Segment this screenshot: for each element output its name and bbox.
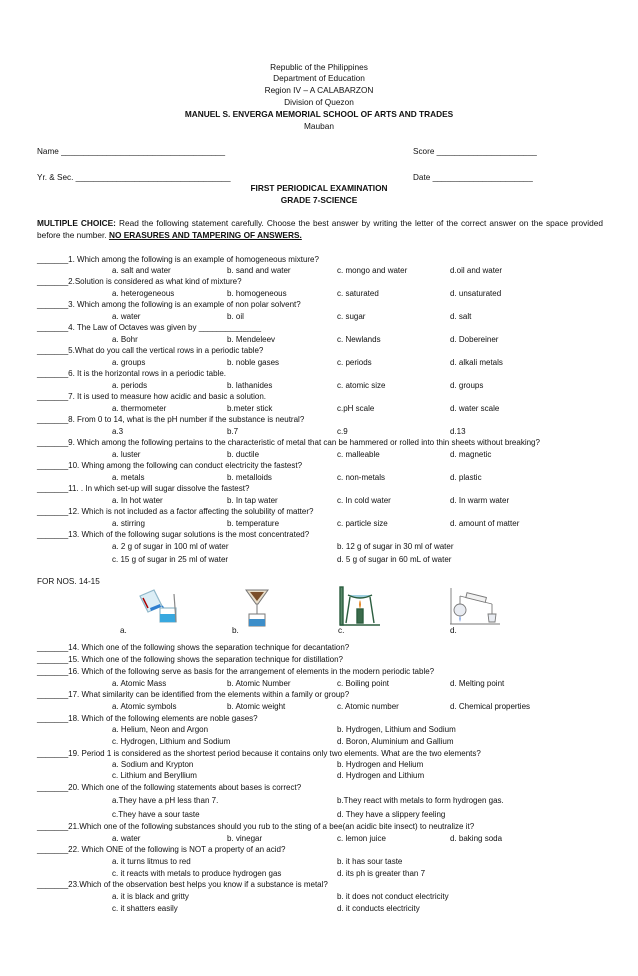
question-18-option-b: b. Hydrogen, Lithium and Sodium	[337, 725, 456, 734]
question-5[interactable]: _______5.What do you call the vertical rows in a periodic table?	[37, 346, 264, 355]
header-division: Division of Quezon	[284, 97, 354, 107]
figure-d-distillation	[448, 584, 504, 626]
question-10-option-b: b. metalloids	[227, 473, 272, 482]
question-9-option-c: c. malleable	[337, 450, 380, 459]
question-21[interactable]: _______21.Which one of the following substances should you rub to the sting of a bee(an acidic bite insect) to neutralize it?	[37, 822, 475, 831]
question-6-option-c: c. atomic size	[337, 381, 386, 390]
question-15[interactable]: _______15. Which one of the following shows the separation technique for distillation?	[37, 655, 343, 664]
question-1-option-d: d.oil and water	[450, 266, 503, 275]
question-13-option-a: a. 2 g of sugar in 100 ml of water	[112, 542, 229, 551]
question-12-option-b: b. temperature	[227, 519, 280, 528]
question-23-option-c: c. it shatters easily	[112, 904, 178, 913]
question-8-option-b: b.7	[227, 427, 239, 436]
question-9[interactable]: _______9. Which among the following pertains to the characteristic of metal that can be hammered or rolled into thin sheets without breaking?	[37, 438, 540, 447]
question-1-option-a: a. salt and water	[112, 266, 171, 275]
question-4-option-c: c. Newlands	[337, 335, 381, 344]
question-21-option-c: c. lemon juice	[337, 834, 386, 843]
question-12-option-a: a. stirring	[112, 519, 145, 528]
question-7[interactable]: _______7. It is used to measure how acidic and basic a solution.	[37, 392, 267, 401]
question-8-option-c: c.9	[337, 427, 348, 436]
figure-a-decantation	[136, 586, 186, 624]
question-19-option-a: a. Sodium and Krypton	[112, 760, 194, 769]
question-21-option-a: a. water	[112, 834, 141, 843]
question-1-option-b: b. sand and water	[227, 266, 291, 275]
question-11-option-c: c. In cold water	[337, 496, 391, 505]
figure-label-c: c.	[338, 626, 345, 635]
question-7-option-b: b.meter stick	[227, 404, 273, 413]
question-13[interactable]: _______13. Which of the following sugar solutions is the most concentrated?	[37, 530, 310, 539]
question-2[interactable]: _______2.Solution is considered as what kind of mixture?	[37, 277, 242, 286]
question-14[interactable]: _______14. Which one of the following shows the separation technique for decantation?	[37, 643, 350, 652]
question-3-option-a: a. water	[112, 312, 141, 321]
instructions	[37, 218, 603, 241]
header-town: Mauban	[304, 121, 334, 131]
question-5-option-d: d. alkali metals	[450, 358, 503, 367]
question-10-option-d: d. plastic	[450, 473, 482, 482]
question-12-option-c: c. particle size	[337, 519, 388, 528]
year-section-field[interactable]: Yr. & Sec. __________________________________	[37, 173, 231, 182]
question-17-option-b: b. Atomic weight	[227, 702, 286, 711]
figure-b-filtration	[244, 588, 270, 628]
question-20-option-a: a.They have a pH less than 7.	[112, 796, 219, 805]
figure-c-evaporation	[338, 585, 382, 627]
question-3[interactable]: _______3. Which among the following is an example of non polar solvent?	[37, 300, 301, 309]
figure-label-d: d.	[450, 626, 457, 635]
question-9-option-a: a. luster	[112, 450, 141, 459]
question-7-option-d: d. water scale	[450, 404, 500, 413]
question-12[interactable]: _______12. Which is not included as a factor affecting the solubility of matter?	[37, 507, 314, 516]
header-school: MANUEL S. ENVERGA MEMORIAL SCHOOL OF ARTS AND TRADES	[184, 109, 454, 119]
question-5-option-c: c. periods	[337, 358, 372, 367]
question-20-option-b: b.They react with metals to form hydrogen gas.	[337, 796, 504, 805]
instructions-text: Read the following statement carefully. Choose the best answer by writing the letter of the correct answer on the space provided before the number.	[37, 218, 603, 240]
question-4-option-d: d. Dobereiner	[450, 335, 499, 344]
question-22-option-c: c. it reacts with metals to produce hydrogen gas	[112, 869, 282, 878]
question-18-option-d: d. Boron, Aluminium and Gallium	[337, 737, 454, 746]
question-18[interactable]: _______18. Which of the following elements are noble gases?	[37, 714, 258, 723]
question-10-option-a: a. metals	[112, 473, 145, 482]
figures-label: FOR NOS. 14-15	[37, 577, 100, 586]
question-6-option-a: a. periods	[112, 381, 148, 390]
instructions-warning: NO ERASURES AND TAMPERING OF ANSWERS.	[108, 229, 302, 240]
question-21-option-b: b. vinegar	[227, 834, 263, 843]
question-22-option-d: d. its ph is greater than 7	[337, 869, 426, 878]
question-12-option-d: d. amount of matter	[450, 519, 520, 528]
question-10[interactable]: _______10. Whing among the following can conduct electricity the fastest?	[37, 461, 303, 470]
question-19[interactable]: _______19. Period 1 is considered as the shortest period because it contains only two elements. What are the two elements?	[37, 749, 481, 758]
question-19-option-c: c. Lithium and Beryllium	[112, 771, 197, 780]
question-6[interactable]: _______6. It is the horizontal rows in a periodic table.	[37, 369, 227, 378]
question-1[interactable]: _______1. Which among the following is an example of homogeneous mixture?	[37, 255, 319, 264]
question-13-option-c: c. 15 g of sugar in 25 ml of water	[112, 555, 229, 564]
question-4-option-a: a. Bohr	[112, 335, 138, 344]
question-16-option-d: d. Melting point	[450, 679, 505, 688]
question-3-option-c: c. sugar	[337, 312, 366, 321]
question-23[interactable]: _______23.Which of the observation best helps you know if a substance is metal?	[37, 880, 328, 889]
question-9-option-b: b. ductile	[227, 450, 260, 459]
question-6-option-b: b. lathanides	[227, 381, 273, 390]
question-20-option-d: d. They have a slippery feeling	[337, 810, 446, 819]
question-11[interactable]: _______11. . In which set-up will sugar dissolve the fastest?	[37, 484, 250, 493]
question-23-option-d: d. it conducts electricity	[337, 904, 420, 913]
question-16-option-c: c. Boiling point	[337, 679, 390, 688]
question-11-option-b: b. In tap water	[227, 496, 278, 505]
question-1-option-c: c. mongo and water	[337, 266, 408, 275]
question-16[interactable]: _______16. Which of the following serve as basis for the arrangement of elements in the modern periodic table?	[37, 667, 435, 676]
exam-title: FIRST PERIODICAL EXAMINATION	[250, 183, 388, 193]
instructions-label: MULTIPLE CHOICE:	[37, 218, 116, 228]
question-22-option-b: b. it has sour taste	[337, 857, 403, 866]
question-18-option-a: a. Helium, Neon and Argon	[112, 725, 209, 734]
question-16-option-a: a. Atomic Mass	[112, 679, 167, 688]
score-field[interactable]: Score ______________________	[413, 147, 537, 156]
question-19-option-d: d. Hydrogen and Lithium	[337, 771, 425, 780]
question-2-option-d: d. unsaturated	[450, 289, 502, 298]
question-17-option-d: d. Chemical properties	[450, 702, 531, 711]
question-17-option-a: a. Atomic symbols	[112, 702, 177, 711]
question-13-option-d: d. 5 g of sugar in 60 mL of water	[337, 555, 452, 564]
question-2-option-c: c. saturated	[337, 289, 379, 298]
header-department: Department of Education	[273, 73, 365, 83]
question-23-option-a: a. it is black and gritty	[112, 892, 189, 901]
question-20[interactable]: _______20. Which one of the following statements about bases is correct?	[37, 783, 302, 792]
date-field[interactable]: Date ______________________	[413, 173, 533, 182]
question-7-option-a: a. thermometer	[112, 404, 167, 413]
question-8-option-d: d.13	[450, 427, 466, 436]
question-16-option-b: b. Atomic Number	[227, 679, 291, 688]
question-9-option-d: d. magnetic	[450, 450, 492, 459]
question-8-option-a: a.3	[112, 427, 124, 436]
exam-grade: GRADE 7-SCIENCE	[280, 195, 358, 205]
header-republic: Republic of the Philippines	[270, 62, 368, 72]
question-23-option-b: b. it does not conduct electricity	[337, 892, 449, 901]
question-3-option-b: b. oil	[227, 312, 244, 321]
question-8[interactable]: _______8. From 0 to 14, what is the pH number if the substance is neutral?	[37, 415, 305, 424]
question-11-option-a: a. In hot water	[112, 496, 163, 505]
question-3-option-d: d. salt	[450, 312, 472, 321]
question-22-option-a: a. it turns litmus to red	[112, 857, 191, 866]
question-4[interactable]: _______4. The Law of Octaves was given by ______________	[37, 323, 262, 332]
question-7-option-c: c.pH scale	[337, 404, 375, 413]
question-13-option-b: b. 12 g of sugar in 30 ml of water	[337, 542, 454, 551]
question-11-option-d: d. In warm water	[450, 496, 510, 505]
question-5-option-a: a. groups	[112, 358, 146, 367]
header-region: Region IV – A CALABARZON	[264, 85, 374, 95]
question-20-option-c: c.They have a sour taste	[112, 810, 200, 819]
name-field[interactable]: Name ____________________________________	[37, 147, 226, 156]
question-5-option-b: b. noble gases	[227, 358, 280, 367]
question-2-option-b: b. homogeneous	[227, 289, 287, 298]
question-22[interactable]: _______22. Which ONE of the following is NOT a property of an acid?	[37, 845, 286, 854]
question-17[interactable]: _______17. What similarity can be identified from the elements within a family or group?	[37, 690, 350, 699]
question-21-option-d: d. baking soda	[450, 834, 503, 843]
figure-label-b: b.	[232, 626, 239, 635]
question-10-option-c: c. non-metals	[337, 473, 386, 482]
question-17-option-c: c. Atomic number	[337, 702, 399, 711]
question-19-option-b: b. Hydrogen and Helium	[337, 760, 424, 769]
question-2-option-a: a. heterogeneous	[112, 289, 175, 298]
question-6-option-d: d. groups	[450, 381, 484, 390]
question-18-option-c: c. Hydrogen, Lithium and Sodium	[112, 737, 231, 746]
question-4-option-b: b. Mendeleev	[227, 335, 276, 344]
figure-label-a: a.	[120, 626, 127, 635]
